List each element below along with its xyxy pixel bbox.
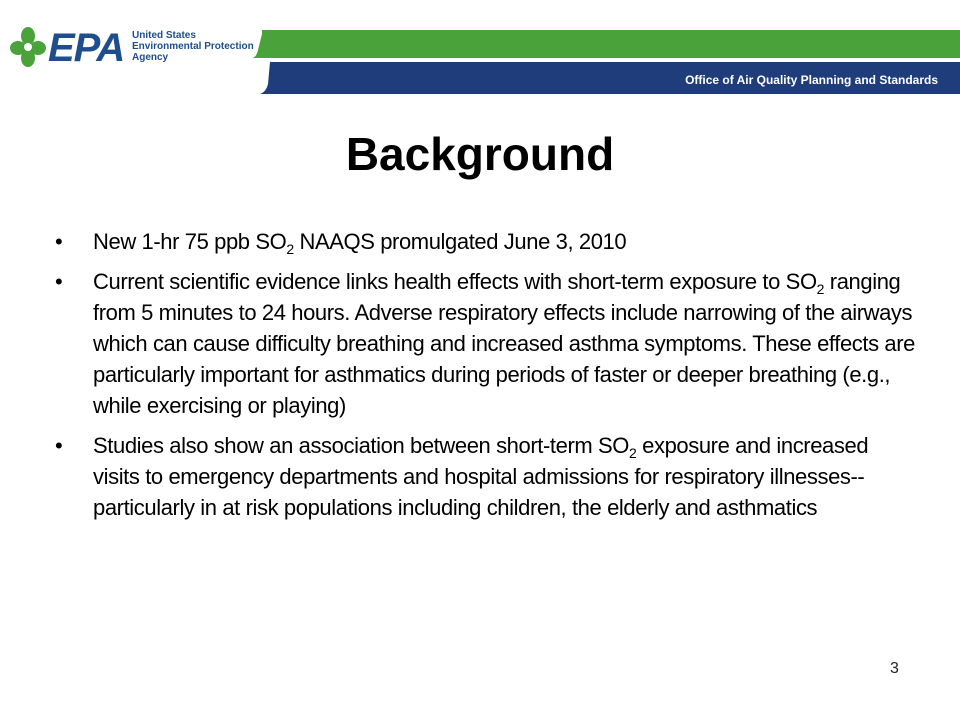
bullet-item xyxy=(55,430,915,523)
agency-line-3: Agency xyxy=(132,52,169,63)
page-number: 3 xyxy=(890,660,899,677)
epa-logo xyxy=(8,26,258,74)
bullet-item xyxy=(55,266,915,421)
bullet-dot-icon: • xyxy=(55,229,63,254)
bullet-item xyxy=(55,226,915,257)
bullet-text: Current scientific evidence links health effects with short-term exposure to $SO_2$ ranging from 5 minutes to 24 hours. Adverse respiratory effects include narrowing of the airways which can cause difficulty breathing and increased asthma symptoms. These effects are particularly important for asthmatics during periods of faster or deeper breathing (e.g., while exercising or playing) xyxy=(93,269,916,418)
bullet-text: New 1-hr 75 ppb $SO_2$ NAAQS promulgated June 3, 2010 xyxy=(93,229,627,257)
bullet-dot-icon: • xyxy=(55,433,63,458)
bullet-dot-icon: • xyxy=(55,269,63,294)
epa-header-banner xyxy=(0,0,960,100)
agency-line-2: Environmental Protection xyxy=(132,41,254,52)
agency-line-1: United States xyxy=(132,30,196,41)
bullet-list xyxy=(55,226,915,532)
epa-logo-text: EPA xyxy=(48,26,125,70)
agency-name xyxy=(132,30,254,63)
bullet-text: Studies also show an association between short-term $SO_2$ exposure and increased visits to emergency departments and hospital admissions for respiratory illnesses--particularly in at risk populations including children, the elderly and asthmatics xyxy=(93,433,869,520)
slide-title: Background xyxy=(345,128,615,180)
office-name: Office of Air Quality Planning and Standards xyxy=(685,73,938,87)
epa-flower-icon xyxy=(8,26,48,70)
